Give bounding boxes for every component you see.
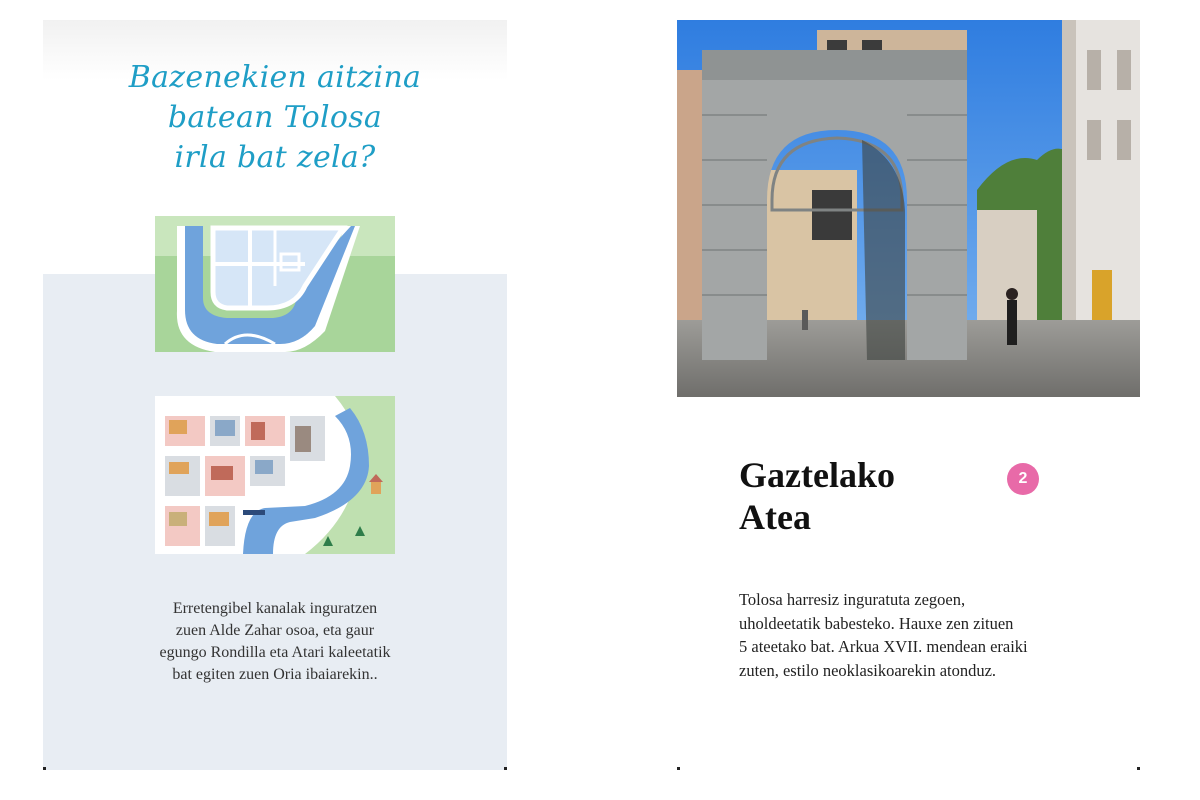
island-map-icon [155, 216, 395, 352]
island-map-illustration [155, 216, 395, 352]
body-line: Erretengibel kanalak inguratzen [172, 600, 378, 617]
number-badge: 2 [1007, 463, 1039, 495]
body-line: egungo Rondilla eta Atari kaleetatik [159, 644, 391, 661]
right-story-card [677, 20, 1140, 770]
question-line: batean Tolosa [167, 100, 383, 135]
title-line: Atea [739, 497, 811, 537]
left-body-text [73, 598, 477, 686]
body-line: Tolosa harresiz inguratuta zegoen, [739, 590, 966, 609]
body-line: zuten, estilo neoklasikoarekin atonduz. [739, 660, 997, 680]
place-title [739, 454, 895, 538]
corner-mark [677, 767, 680, 770]
question-heading [43, 58, 507, 178]
body-line: bat egiten zuen Oria ibaiarekin.. [172, 666, 378, 683]
body-line: zuen Alde Zahar osoa, eta gaur [175, 622, 375, 639]
body-line: 5 ateetako bat. Arkua XVII. mendean eraiki [739, 637, 1028, 656]
town-map-icon [155, 396, 395, 554]
corner-mark [504, 767, 507, 770]
title-line: Gaztelako [739, 455, 895, 495]
corner-mark [1137, 767, 1140, 770]
question-line: irla bat zela? [174, 140, 376, 175]
gate-photo [677, 20, 1140, 397]
left-story-card [43, 20, 507, 770]
body-line: uholdeetatik babesteko. Hauxe zen zituen [739, 613, 1014, 633]
corner-mark [43, 767, 46, 770]
right-body-text [739, 588, 1099, 682]
illustrated-town-map [155, 396, 395, 554]
arch-gate-image [677, 20, 1140, 397]
question-line: Bazenekien aitzina [128, 60, 422, 95]
